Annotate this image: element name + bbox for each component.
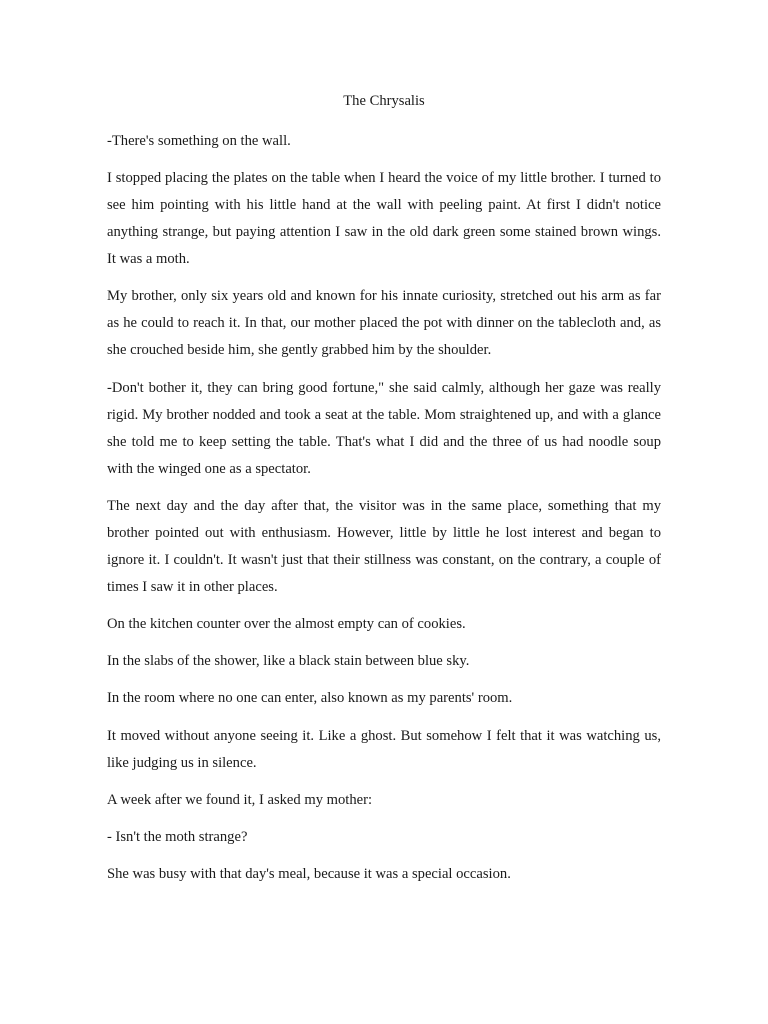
paragraph: In the slabs of the shower, like a black stain between blue sky.	[107, 653, 470, 670]
document-title: The Chrysalis	[343, 93, 425, 109]
paragraph: In the room where no one can enter, also known as my parents' room.	[107, 690, 513, 707]
paragraph: I stopped placing the plates on the table when I heard the voice of my little brother. I turned to see him pointing with his little hand at the wall with peeling paint. At first I didn't notice anything strange, but paying attention I saw in the old dark green some stained brown wings. It was a moth.	[107, 170, 661, 268]
paragraph: A week after we found it, I asked my mother:	[107, 791, 373, 808]
paragraph: -There's something on the wall.	[107, 133, 291, 149]
document-page	[107, 92, 661, 898]
paragraph: She was busy with that day's meal, because it was a special occasion.	[107, 866, 511, 883]
paragraph: The next day and the day after that, the visitor was in the same place, something that my brother pointed out with enthusiasm. However, little by little he lost interest and began to ignore it. I couldn't. It wasn't just that their stillness was constant, on the contrary, a couple of times I saw it in other places.	[107, 497, 661, 595]
paragraph: - Isn't the moth strange?	[107, 828, 248, 845]
paragraph: It moved without anyone seeing it. Like a ghost. But somehow I felt that it was watching us, like judging us in silence.	[107, 727, 661, 771]
paragraph: My brother, only six years old and known for his innate curiosity, stretched out his arm as far as he could to reach it. In that, our mother placed the pot with dinner on the tablecloth and, as she crouched beside him, she gently grabbed him by the shoulder.	[107, 288, 661, 359]
paragraph: On the kitchen counter over the almost empty can of cookies.	[107, 615, 466, 632]
paragraph: -Don't bother it, they can bring good fortune," she said calmly, although her gaze was really rigid. My brother nodded and took a seat at the table. Mom straightened up, and with a glance she told me to keep setting the table. That's what I did and the three of us had noodle soup with the winged one as a spectator.	[107, 379, 661, 477]
